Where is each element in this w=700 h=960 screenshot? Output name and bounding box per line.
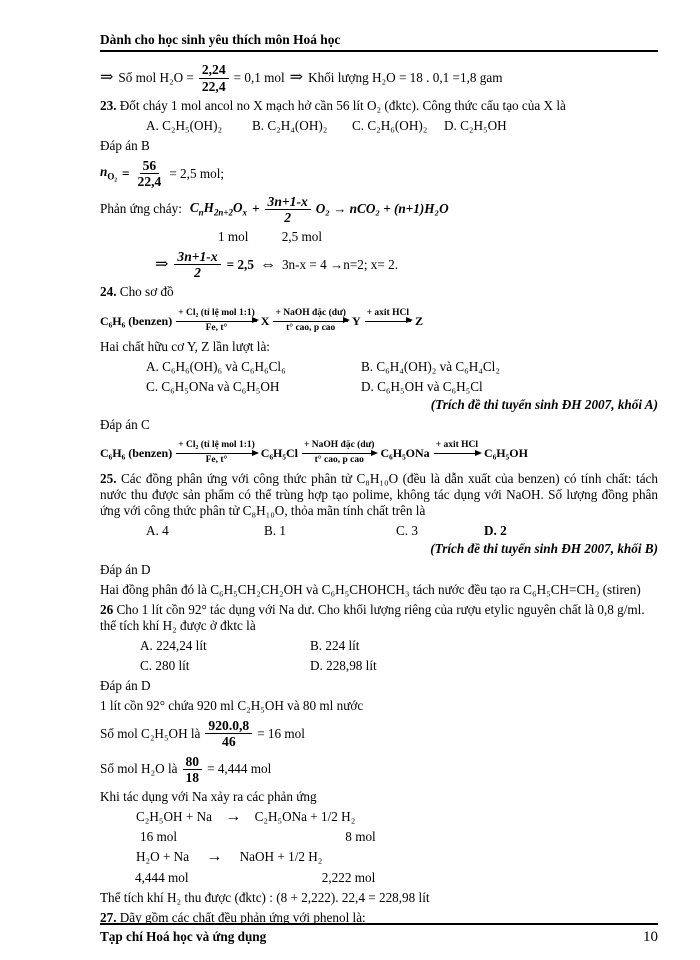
arrow-label-above: + Cl₂ (tỉ lệ mol 1:1): [178, 307, 255, 318]
alcohol-formula: [190, 200, 247, 219]
arrow-shaft: [434, 453, 480, 454]
option-c: C. 3: [396, 523, 418, 539]
option-b: B. 1: [264, 523, 286, 539]
header-title: Dành cho học sinh yêu thích môn Hoá học: [100, 32, 341, 47]
q24-question: Hai chất hữu cơ Y, Z lần lượt là:: [100, 338, 270, 354]
q23-no2-line: [100, 158, 658, 189]
arrow-shaft: [273, 321, 348, 322]
equals-sign: =: [122, 165, 130, 181]
q26-number: 26: [100, 601, 114, 617]
q26-volume-line: 1 lít cồn 92° chứa 920 ml C₂H₅OH và 80 ml nước: [100, 698, 364, 714]
fraction: [135, 158, 165, 189]
formula-subscript: 2n+2: [213, 207, 234, 218]
q26-na-line: Khi tác dụng với Na xảy ra các phản ứng: [100, 789, 317, 805]
n-o2-symbol: [100, 164, 117, 183]
q25-options: [146, 523, 658, 539]
reaction-arrow: [273, 308, 348, 335]
formula-subscript: n: [198, 207, 204, 218]
fraction: [183, 754, 203, 785]
fraction-numerator: 3n+1-x: [265, 194, 311, 210]
q25-stem: [100, 471, 658, 519]
reaction-arrow: [176, 440, 257, 467]
n-result: = 2,5 mol;: [169, 165, 225, 181]
arrow-label-below: Fe, t°: [205, 322, 228, 333]
scheme-product2: C₆H₅ONa: [380, 446, 430, 461]
page-header: [100, 32, 658, 52]
fraction-denominator: 22,4: [137, 174, 162, 190]
implies-icon: ⇒: [100, 69, 114, 87]
reaction-rhs: NaOH + 1/2 H₂: [239, 849, 323, 865]
q27-text: Dãy gồm các chất đều phản ứng với phenol là:: [119, 909, 366, 925]
journal-name: Tạp chí Hoá học và ứng dụng: [100, 928, 267, 944]
option-a: A. C₆H₆(OH)₆ và C₆H₆Cl₆: [146, 358, 286, 374]
n-subscript: O₂: [107, 172, 118, 183]
mol-right: 2,5 mol: [281, 228, 322, 244]
q23-options: [146, 118, 658, 134]
q26-stem: [100, 602, 658, 634]
fraction-numerator: 56: [140, 158, 160, 174]
arrow-label-below: Fe, t°: [205, 455, 228, 466]
arrow-shaft: [365, 321, 411, 322]
water-mol-label: Số mol H₂O =: [118, 70, 194, 86]
q26-reaction2-mols: [135, 870, 658, 886]
equals-value: = 2,5: [226, 256, 254, 272]
mol-etoh-result: = 16 mol: [257, 725, 305, 741]
implies-icon: ⇒: [155, 255, 169, 273]
formula-text: H: [203, 199, 214, 215]
plus-sign: +: [252, 201, 260, 217]
q25-text: Các đồng phân ứng với công thức phân tử C₈H₁₀O (đều là dẫn xuất của benzen) có tính chất: tách nước thu được sản phẩm có thể trùng hợp tạo polime, không tác dụng với NaOH. Số lượng đồng phân ứng với công thức phân tử C₈H₁₀O, thỏa mãn tính chất trên là: [100, 471, 659, 519]
q23-combustion-line: [100, 194, 658, 225]
q26-reaction1-mols: [140, 829, 658, 845]
q25-number: 25.: [100, 471, 117, 487]
formula-subscript: x: [242, 207, 248, 218]
q24-options-row2: [146, 379, 658, 395]
formula-text: O: [233, 199, 243, 215]
arrow-label-below: t° cao, p cao: [286, 322, 336, 333]
q24-options-row1: [146, 359, 658, 375]
arrow-label-above: + axit HCl: [366, 307, 409, 318]
arrow-label-above: + NaOH đặc (dư): [303, 440, 375, 451]
fraction: [265, 194, 311, 225]
fraction: [174, 249, 220, 280]
fraction: [205, 718, 252, 749]
mol-h2o-result: = 4,444 mol: [207, 761, 272, 777]
fraction-numerator: 920.0,8: [205, 718, 252, 734]
iff-icon: ⇔: [259, 255, 276, 273]
q26-text: Cho 1 lít cồn 92° tác dụng với Na dư. Cho khối lượng riêng của rượu etylic nguyên chất là 0,8 g/ml. thể tích khí H₂ được ở đktc là: [100, 601, 645, 633]
arrow-label-below: [455, 455, 459, 467]
arrow-label-above: + NaOH đặc (dư): [275, 307, 346, 318]
q26-result: Thể tích khí H₂ thu được (đktc) : (8 + 2,222). 22,4 = 228,98 lít: [100, 889, 430, 905]
option-d: D. C₂H₅OH: [444, 117, 507, 133]
page-footer: [100, 923, 658, 946]
arrow-shaft: [302, 453, 377, 454]
option-b: B. C₂H₄(OH)₂: [252, 117, 328, 133]
mol-h2o-label: Số mol H₂O là: [100, 761, 178, 777]
q26-options-row2: [140, 658, 658, 674]
option-c: C. C₆H₅ONa và C₆H₅OH: [146, 378, 280, 394]
fraction-denominator: 46: [222, 734, 236, 750]
fraction-denominator: 2: [194, 265, 201, 281]
q24-text: Cho sơ đồ: [119, 284, 174, 300]
q23-number: 23.: [100, 97, 117, 113]
mol-left: 4,444 mol: [135, 869, 189, 885]
q23-conclusion: [155, 249, 658, 280]
water-mol-line: [100, 62, 658, 93]
q26-reaction2: [136, 849, 658, 865]
option-a: A. 224,24 lít: [140, 637, 207, 653]
q26-mol-etoh-line: [100, 718, 658, 749]
option-c: C. C₂H₆(OH)₂: [352, 117, 428, 133]
q23-stem: [100, 98, 658, 114]
q26-mol-h2o-line: [100, 754, 658, 785]
scheme-product3: C₆H₅OH: [484, 446, 528, 461]
option-a: A. C₂H₅(OH)₂: [146, 117, 223, 133]
mol-left: 1 mol: [218, 228, 249, 244]
reaction-lhs: C₂H₅OH + Na: [136, 809, 212, 825]
arrow-icon: →: [206, 848, 223, 866]
option-a: A. 4: [146, 523, 169, 539]
option-d: D. C₆H₅OH và C₆H₅Cl: [361, 378, 483, 394]
water-mol-result: = 0,1 mol: [233, 70, 285, 86]
reaction-arrow: [176, 308, 257, 335]
scheme-start: C₆H₆ (benzen): [100, 446, 173, 461]
conclusion-text: 3n-x = 4 →n=2; x= 2.: [281, 256, 399, 272]
fraction-numerator: 3n+1-x: [174, 249, 220, 265]
fraction-numerator: 2,24: [199, 62, 229, 78]
formula-text: C: [189, 199, 199, 215]
reaction-arrow: [302, 440, 377, 467]
scheme-x: X: [260, 313, 270, 328]
fraction-denominator: 18: [185, 769, 200, 785]
q23-text: Đốt cháy 1 mol ancol no X mạch hở cần 56 lít O₂ (đktc). Công thức cấu tạo của X là: [119, 97, 566, 113]
mol-left: 16 mol: [140, 829, 177, 845]
option-d: D. 2: [484, 523, 507, 539]
q24-number: 24.: [100, 284, 117, 300]
arrow-icon: →: [225, 808, 242, 826]
water-mass-text: Khối lượng H₂O = 18 . 0,1 =1,8 gam: [308, 70, 503, 86]
q23-answer: Đáp án B: [100, 137, 150, 153]
fraction-numerator: 80: [183, 754, 203, 770]
q26-reaction1: [136, 809, 658, 825]
arrow-label-below: t° cao, p cao: [314, 455, 364, 466]
q26-answer: Đáp án D: [100, 678, 151, 694]
scheme-y: Y: [351, 313, 361, 328]
combustion-products: O₂ → nCO₂ + (n+1)H₂O: [315, 201, 449, 217]
reaction-rhs: C₂H₅ONa + 1/2 H₂: [254, 809, 356, 825]
q24-stem: [100, 284, 658, 300]
mol-right: 8 mol: [345, 829, 376, 845]
q24-answer: Đáp án C: [100, 416, 150, 432]
scheme-z: Z: [414, 313, 423, 328]
q25-explanation: Hai đồng phân đó là C₆H₅CH₂CH₂OH và C₆H₅CHOHCH₃ tách nước đều tạo ra C₆H₅CH=CH₂ (stiren): [100, 581, 641, 597]
q25-source: (Trích đề thi tuyển sinh ĐH 2007, khối B): [430, 541, 658, 557]
q24-source: (Trích đề thi tuyển sinh ĐH 2007, khối A): [430, 396, 658, 412]
page-number: 10: [643, 928, 658, 945]
n-symbol: n: [100, 164, 108, 180]
option-c: C. 280 lít: [140, 657, 190, 673]
fraction-denominator: 2: [284, 209, 292, 225]
arrow-label-above: + Cl₂ (tỉ lệ mol 1:1): [178, 440, 255, 451]
option-d: D. 228,98 lít: [310, 657, 377, 673]
option-b: B. C₆H₄(OH)₂ và C₆H₄Cl₂: [361, 358, 500, 374]
arrow-shaft: [176, 321, 257, 322]
mol-right: 2,222 mol: [321, 869, 376, 885]
reaction-label: Phản ứng cháy:: [100, 201, 182, 217]
q24-scheme: [100, 308, 658, 335]
q27-number: 27.: [100, 909, 117, 925]
scheme-start: C₆H₆ (benzen): [100, 313, 173, 328]
reaction-arrow: [365, 308, 411, 335]
q26-options-row1: [140, 638, 658, 654]
reaction-arrow: [434, 440, 480, 467]
reaction-lhs: H₂O + Na: [136, 849, 190, 865]
fraction: [199, 62, 229, 93]
arrow-label-below: [386, 323, 390, 335]
q24-answer-scheme: [100, 440, 658, 467]
mol-etoh-label: Số mol C₂H₅OH là: [100, 725, 201, 741]
q23-mol-line: [218, 229, 658, 245]
q25-answer: Đáp án D: [100, 561, 151, 577]
option-b: B. 224 lít: [310, 637, 360, 653]
arrow-label-above: + axit HCl: [435, 440, 479, 451]
arrow-shaft: [176, 453, 257, 454]
fraction-denominator: 22,4: [201, 78, 226, 94]
scheme-product1: C₆H₅Cl: [260, 446, 298, 461]
implies-icon: ⇒: [289, 69, 304, 87]
